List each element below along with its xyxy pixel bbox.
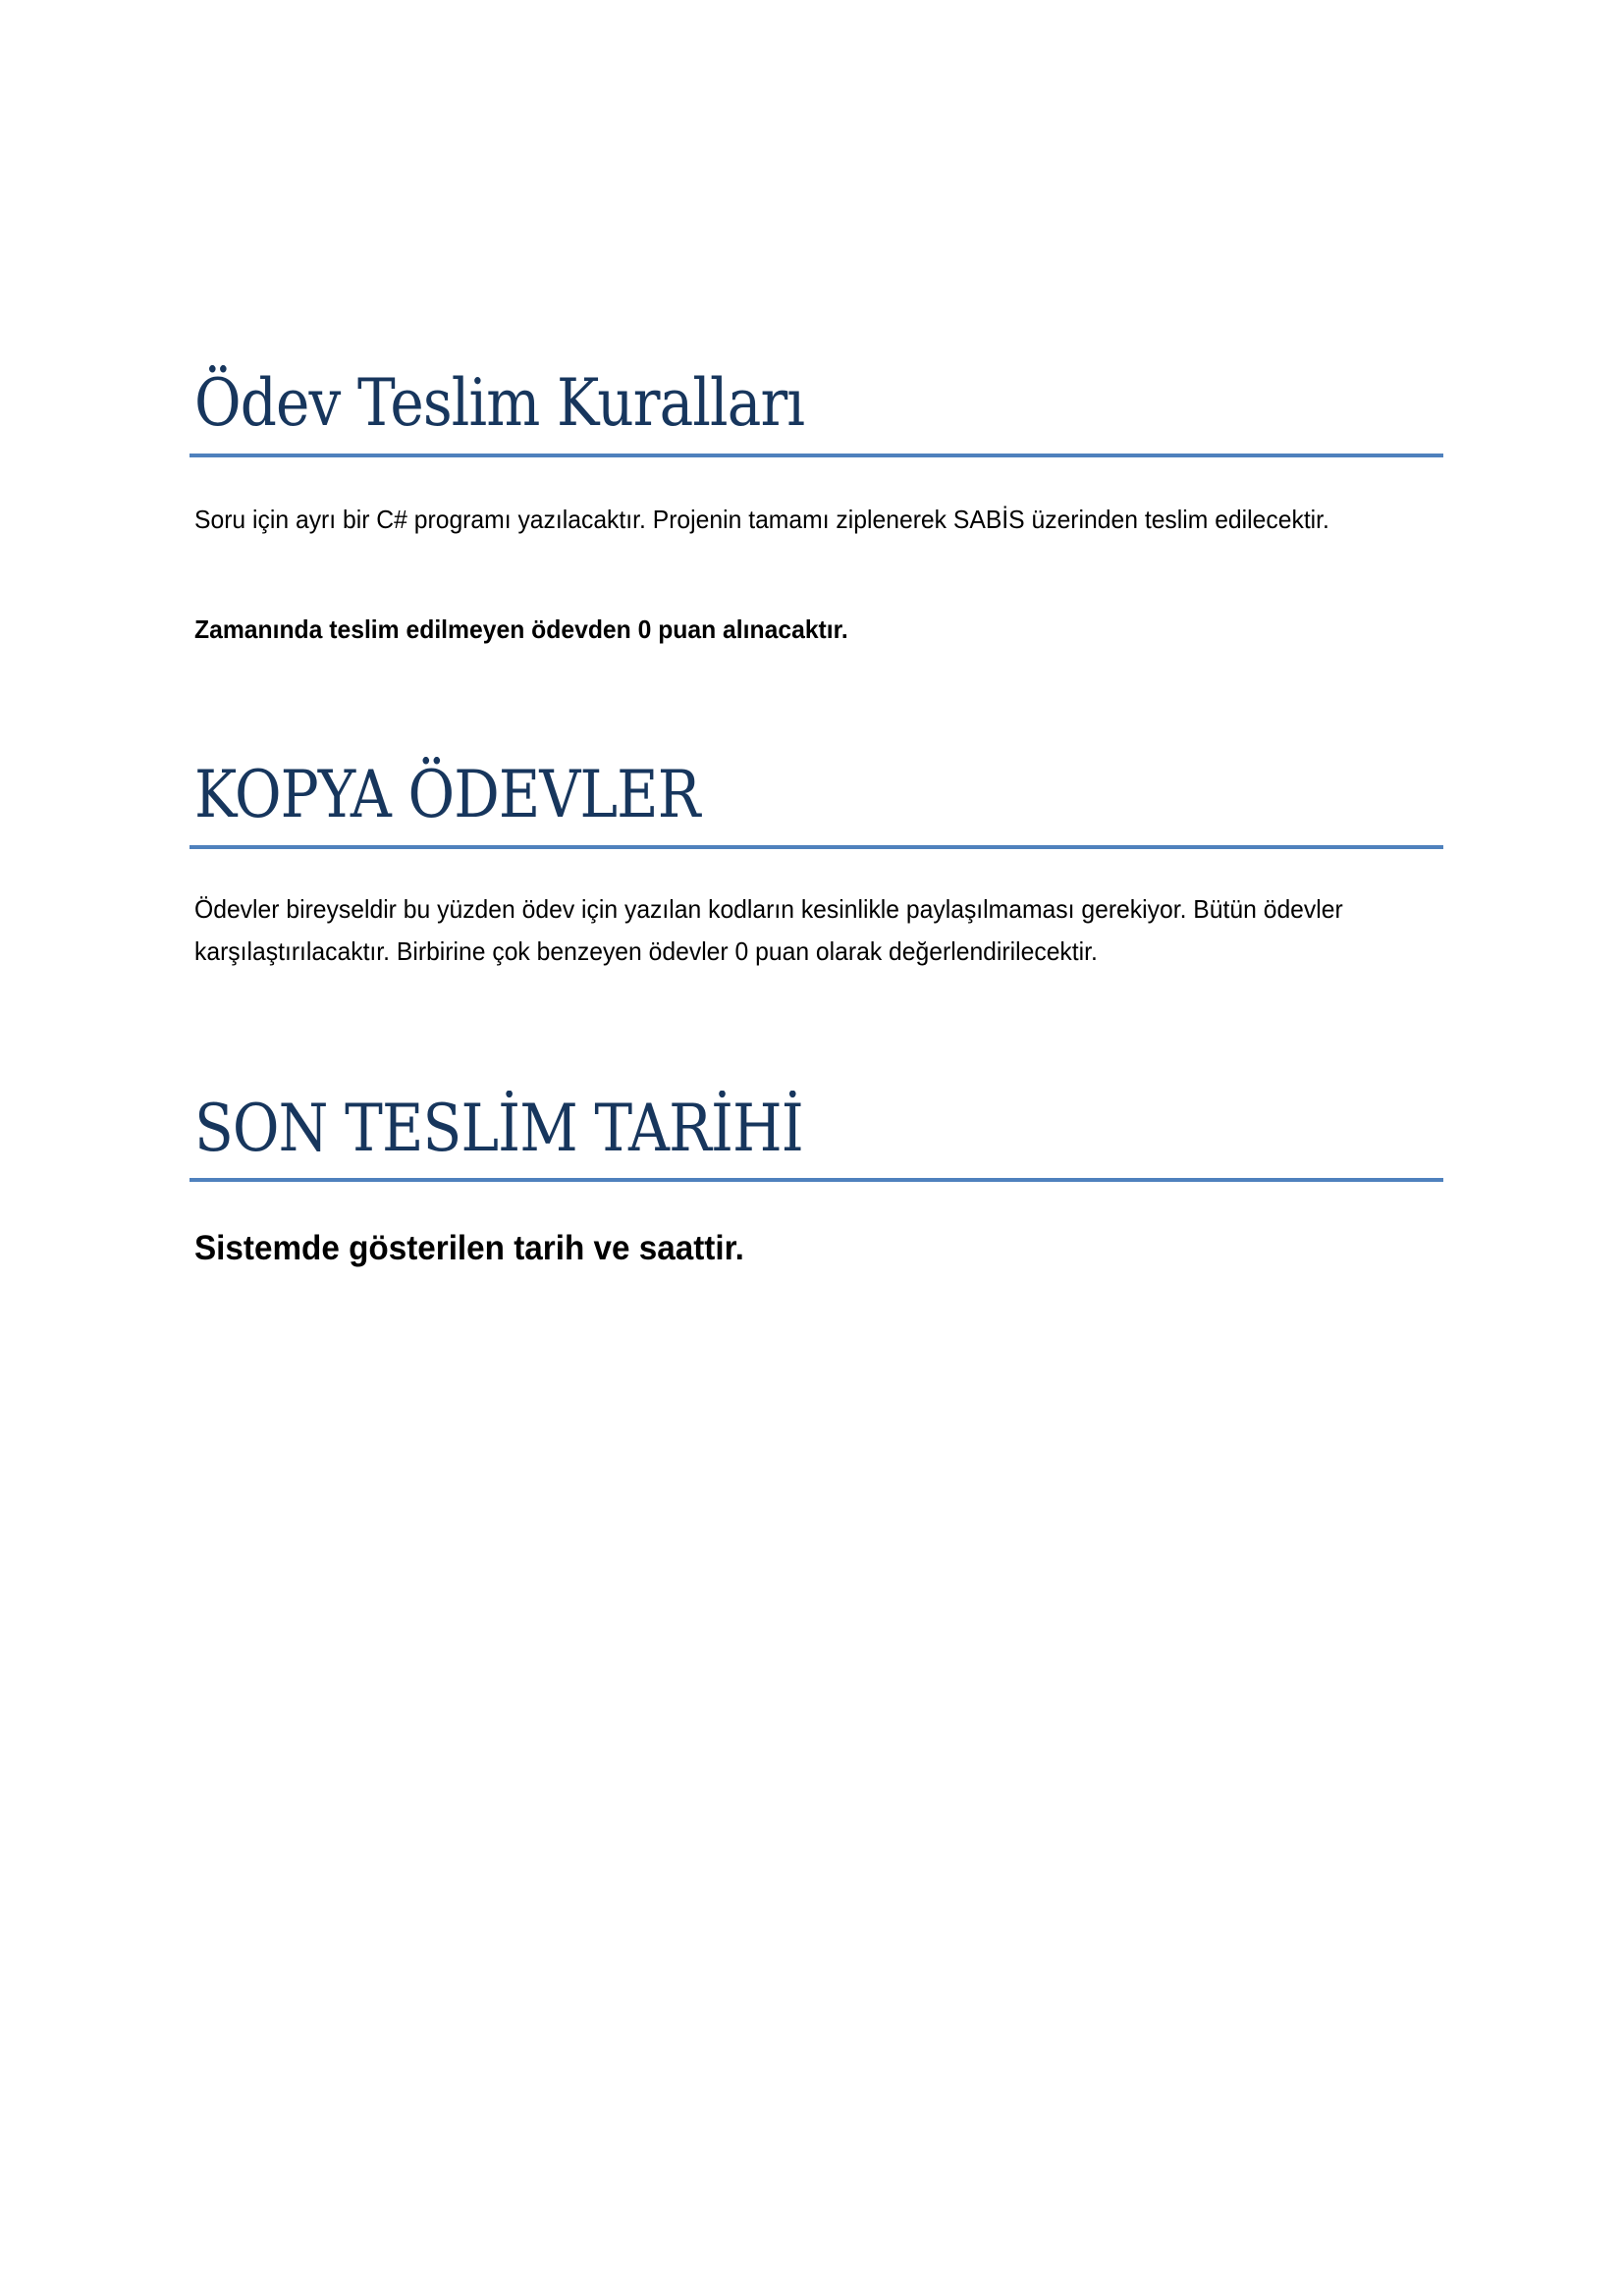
late-submission-warning: Zamanında teslim edilmeyen ödevden 0 puan alınacaktır.	[194, 614, 848, 644]
heading-underline	[189, 1178, 1443, 1182]
submission-rules-paragraph: Soru için ayrı bir C# programı yazılacaktır. Projenin tamamı ziplenerek SABİS üzerinden teslim edilecektir.	[194, 505, 1329, 534]
heading-underline	[189, 845, 1443, 849]
section-heading-copy-assignments: KOPYA ÖDEVLER	[194, 757, 700, 832]
heading-underline	[189, 454, 1443, 457]
copy-assignments-paragraph: Ödevler bireyseldir bu yüzden ödev için yazılan kodların kesinlikle paylaşılmaması gerekiyor. Bütün ödevler karşılaştırılacaktır. Birbirine çok benzeyen ödevler 0 puan olarak değerlendirilecektir.	[194, 894, 1343, 966]
section-heading-deadline: SON TESLİM TARİHİ	[194, 1091, 803, 1166]
section-heading-submission-rules: Ödev Teslim Kuralları	[194, 365, 805, 441]
deadline-paragraph: Sistemde gösterilen tarih ve saattir.	[194, 1229, 744, 1267]
